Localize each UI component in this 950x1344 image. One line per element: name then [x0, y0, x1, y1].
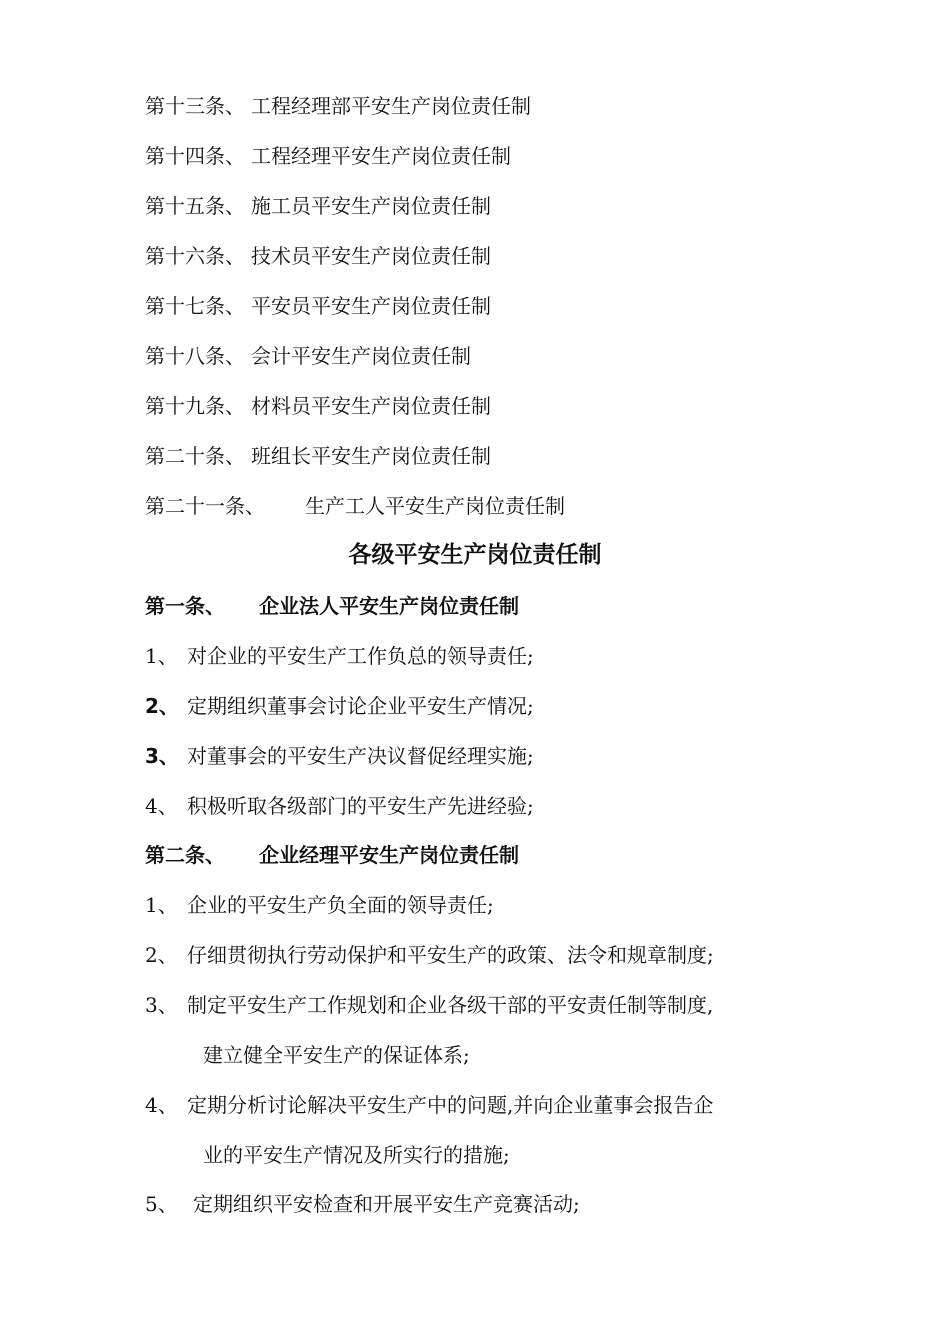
list-item [145, 893, 494, 917]
article-number: 第一条、 [145, 594, 225, 618]
item-number: 2、 [145, 943, 178, 967]
item-text: 企业的平安生产负全面的领导责任; [187, 893, 494, 917]
item-number: 1、 [145, 893, 178, 917]
toc-article-number: 第二十一条、 [145, 494, 265, 518]
list-item [145, 1192, 580, 1216]
item-text: 积极听取各级部门的平安生产先进经验; [187, 794, 534, 818]
article-number: 第二条、 [145, 843, 225, 867]
toc-line [145, 494, 565, 518]
toc-article-title: 技术员平安生产岗位责任制 [251, 244, 491, 268]
toc-article-number: 第二十条、 [145, 444, 245, 468]
item-text: 对企业的平安生产工作负总的领导责任; [187, 644, 534, 668]
item-number: 5、 [145, 1192, 178, 1216]
article-title: 企业经理平安生产岗位责任制 [259, 843, 519, 867]
article-heading [145, 594, 519, 618]
toc-article-title: 材料员平安生产岗位责任制 [251, 394, 491, 418]
item-number: 3、 [145, 993, 178, 1017]
toc-article-title: 生产工人平安生产岗位责任制 [305, 494, 565, 518]
list-item [145, 694, 534, 718]
toc-line [145, 294, 491, 318]
toc-article-title: 会计平安生产岗位责任制 [251, 344, 471, 368]
list-item [145, 644, 534, 668]
item-number: 2、 [145, 694, 179, 718]
article-title: 企业法人平安生产岗位责任制 [259, 594, 519, 618]
toc-line [145, 394, 491, 418]
article-heading [145, 843, 519, 867]
toc-article-number: 第十八条、 [145, 344, 245, 368]
toc-article-title: 平安员平安生产岗位责任制 [251, 294, 491, 318]
list-item [145, 993, 713, 1017]
toc-article-number: 第十七条、 [145, 294, 245, 318]
toc-article-title: 工程经理部平安生产岗位责任制 [251, 94, 531, 118]
toc-article-title: 班组长平安生产岗位责任制 [251, 444, 491, 468]
toc-article-number: 第十四条、 [145, 144, 245, 168]
item-text: 定期组织董事会讨论企业平安生产情况; [187, 694, 534, 718]
toc-article-number: 第十六条、 [145, 244, 245, 268]
toc-article-number: 第十九条、 [145, 394, 245, 418]
list-item [145, 794, 534, 818]
toc-article-title: 施工员平安生产岗位责任制 [251, 194, 491, 218]
toc-article-number: 第十三条、 [145, 94, 245, 118]
toc-line [145, 344, 471, 368]
list-item-continuation: 业的平安生产情况及所实行的措施; [203, 1143, 510, 1167]
list-item-continuation: 建立健全平安生产的保证体系; [203, 1043, 470, 1067]
item-number: 1、 [145, 644, 178, 668]
item-text: 制定平安生产工作规划和企业各级干部的平安责任制等制度, [187, 993, 714, 1017]
list-item [145, 744, 534, 768]
list-item [145, 943, 714, 967]
item-number: 3、 [145, 744, 179, 768]
item-text: 对董事会的平安生产决议督促经理实施; [187, 744, 534, 768]
item-number: 4、 [145, 794, 178, 818]
toc-line [145, 244, 491, 268]
item-text: 定期组织平安检查和开展平安生产竞赛活动; [193, 1192, 580, 1216]
toc-line [145, 194, 491, 218]
item-text: 仔细贯彻执行劳动保护和平安生产的政策、法令和规章制度; [187, 943, 714, 967]
list-item [145, 1093, 713, 1117]
toc-line [145, 444, 491, 468]
section-title: 各级平安生产岗位责任制 [348, 542, 602, 568]
item-text: 定期分析讨论解决平安生产中的问题,并向企业董事会报告企 [187, 1093, 714, 1117]
toc-line [145, 94, 531, 118]
item-number: 4、 [145, 1093, 178, 1117]
toc-article-title: 工程经理平安生产岗位责任制 [251, 144, 511, 168]
toc-line [145, 144, 511, 168]
toc-article-number: 第十五条、 [145, 194, 245, 218]
